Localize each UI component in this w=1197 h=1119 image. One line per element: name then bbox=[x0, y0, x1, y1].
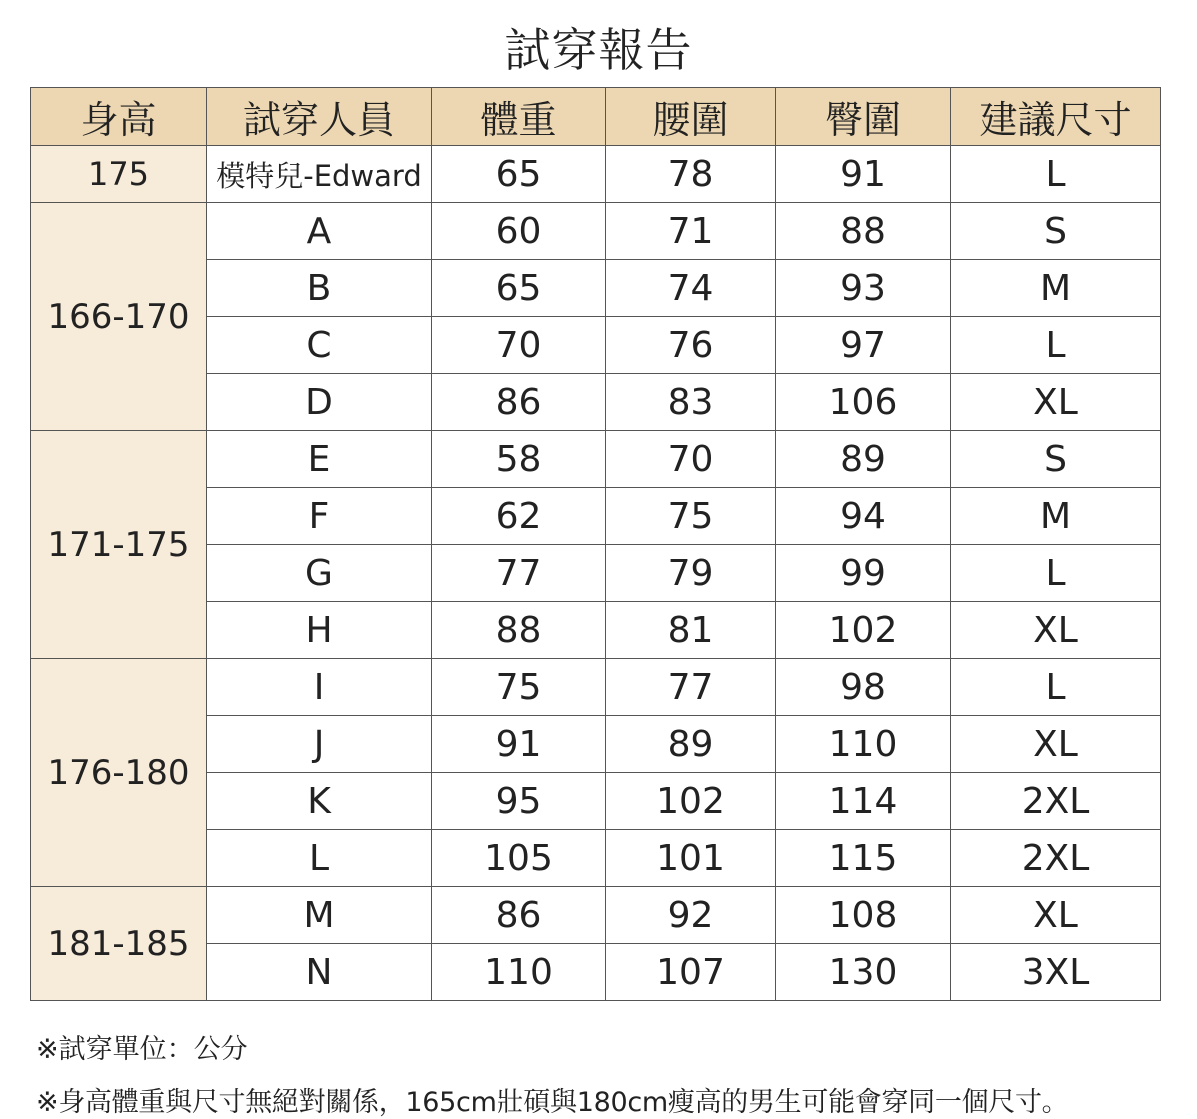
size-cell: S bbox=[951, 431, 1161, 488]
table-row bbox=[31, 887, 1161, 944]
hip-cell: 88 bbox=[776, 203, 951, 260]
size-cell: L bbox=[951, 146, 1161, 203]
weight-cell: 105 bbox=[432, 830, 606, 887]
hip-cell: 110 bbox=[776, 716, 951, 773]
weight-cell: 75 bbox=[432, 659, 606, 716]
waist-cell: 83 bbox=[606, 374, 776, 431]
person-cell: 模特兒-Edward bbox=[207, 146, 432, 203]
height-range-cell: 175 bbox=[31, 146, 207, 203]
table-row bbox=[31, 146, 1161, 203]
header-row bbox=[31, 88, 1161, 146]
height-range-cell: 166-170 bbox=[31, 203, 207, 431]
weight-cell: 91 bbox=[432, 716, 606, 773]
waist-cell: 101 bbox=[606, 830, 776, 887]
hip-cell: 106 bbox=[776, 374, 951, 431]
hip-cell: 91 bbox=[776, 146, 951, 203]
person-cell: N bbox=[207, 944, 432, 1001]
size-cell: M bbox=[951, 260, 1161, 317]
person-cell: M bbox=[207, 887, 432, 944]
hip-cell: 89 bbox=[776, 431, 951, 488]
person-cell: A bbox=[207, 203, 432, 260]
person-cell: C bbox=[207, 317, 432, 374]
hip-cell: 97 bbox=[776, 317, 951, 374]
waist-cell: 74 bbox=[606, 260, 776, 317]
weight-cell: 62 bbox=[432, 488, 606, 545]
size-cell: L bbox=[951, 545, 1161, 602]
waist-cell: 107 bbox=[606, 944, 776, 1001]
waist-cell: 79 bbox=[606, 545, 776, 602]
table-body bbox=[31, 146, 1161, 1001]
size-cell: M bbox=[951, 488, 1161, 545]
unit-note: ※試穿單位：公分 bbox=[36, 1034, 248, 1065]
hip-cell: 102 bbox=[776, 602, 951, 659]
person-cell: F bbox=[207, 488, 432, 545]
weight-cell: 88 bbox=[432, 602, 606, 659]
table-row bbox=[31, 431, 1161, 488]
person-cell: L bbox=[207, 830, 432, 887]
weight-cell: 86 bbox=[432, 374, 606, 431]
person-cell: I bbox=[207, 659, 432, 716]
hip-cell: 98 bbox=[776, 659, 951, 716]
fitting-report-table bbox=[30, 87, 1161, 1001]
column-header-size: 建議尺寸 bbox=[951, 88, 1161, 146]
table-row bbox=[31, 659, 1161, 716]
table-row bbox=[31, 203, 1161, 260]
column-header-waist: 腰圍 bbox=[606, 88, 776, 146]
size-cell: 2XL bbox=[951, 830, 1161, 887]
size-cell: S bbox=[951, 203, 1161, 260]
hip-cell: 108 bbox=[776, 887, 951, 944]
waist-cell: 92 bbox=[606, 887, 776, 944]
person-cell: E bbox=[207, 431, 432, 488]
height-range-cell: 171-175 bbox=[31, 431, 207, 659]
size-cell: L bbox=[951, 659, 1161, 716]
weight-cell: 110 bbox=[432, 944, 606, 1001]
size-disclaimer-note: ※身高體重與尺寸無絕對關係，165cm壯碩與180cm瘦高的男生可能會穿同一個尺寸。 bbox=[36, 1087, 1069, 1118]
height-range-cell: 181-185 bbox=[31, 887, 207, 1001]
column-header-weight: 體重 bbox=[432, 88, 606, 146]
column-header-person: 試穿人員 bbox=[207, 88, 432, 146]
size-cell: XL bbox=[951, 602, 1161, 659]
hip-cell: 94 bbox=[776, 488, 951, 545]
person-cell: D bbox=[207, 374, 432, 431]
waist-cell: 76 bbox=[606, 317, 776, 374]
hip-cell: 115 bbox=[776, 830, 951, 887]
waist-cell: 77 bbox=[606, 659, 776, 716]
size-cell: XL bbox=[951, 374, 1161, 431]
hip-cell: 93 bbox=[776, 260, 951, 317]
person-cell: K bbox=[207, 773, 432, 830]
weight-cell: 77 bbox=[432, 545, 606, 602]
weight-cell: 58 bbox=[432, 431, 606, 488]
person-cell: J bbox=[207, 716, 432, 773]
weight-cell: 95 bbox=[432, 773, 606, 830]
weight-cell: 70 bbox=[432, 317, 606, 374]
hip-cell: 130 bbox=[776, 944, 951, 1001]
person-cell: G bbox=[207, 545, 432, 602]
weight-cell: 60 bbox=[432, 203, 606, 260]
column-header-hip: 臀圍 bbox=[776, 88, 951, 146]
waist-cell: 102 bbox=[606, 773, 776, 830]
person-cell: B bbox=[207, 260, 432, 317]
waist-cell: 70 bbox=[606, 431, 776, 488]
size-cell: XL bbox=[951, 716, 1161, 773]
waist-cell: 71 bbox=[606, 203, 776, 260]
weight-cell: 86 bbox=[432, 887, 606, 944]
column-header-height: 身高 bbox=[31, 88, 207, 146]
weight-cell: 65 bbox=[432, 146, 606, 203]
page-title: 試穿報告 bbox=[504, 23, 693, 77]
size-cell: 2XL bbox=[951, 773, 1161, 830]
waist-cell: 75 bbox=[606, 488, 776, 545]
size-cell: XL bbox=[951, 887, 1161, 944]
height-range-cell: 176-180 bbox=[31, 659, 207, 887]
hip-cell: 99 bbox=[776, 545, 951, 602]
weight-cell: 65 bbox=[432, 260, 606, 317]
waist-cell: 78 bbox=[606, 146, 776, 203]
hip-cell: 114 bbox=[776, 773, 951, 830]
person-cell: H bbox=[207, 602, 432, 659]
size-cell: 3XL bbox=[951, 944, 1161, 1001]
waist-cell: 89 bbox=[606, 716, 776, 773]
waist-cell: 81 bbox=[606, 602, 776, 659]
size-cell: L bbox=[951, 317, 1161, 374]
